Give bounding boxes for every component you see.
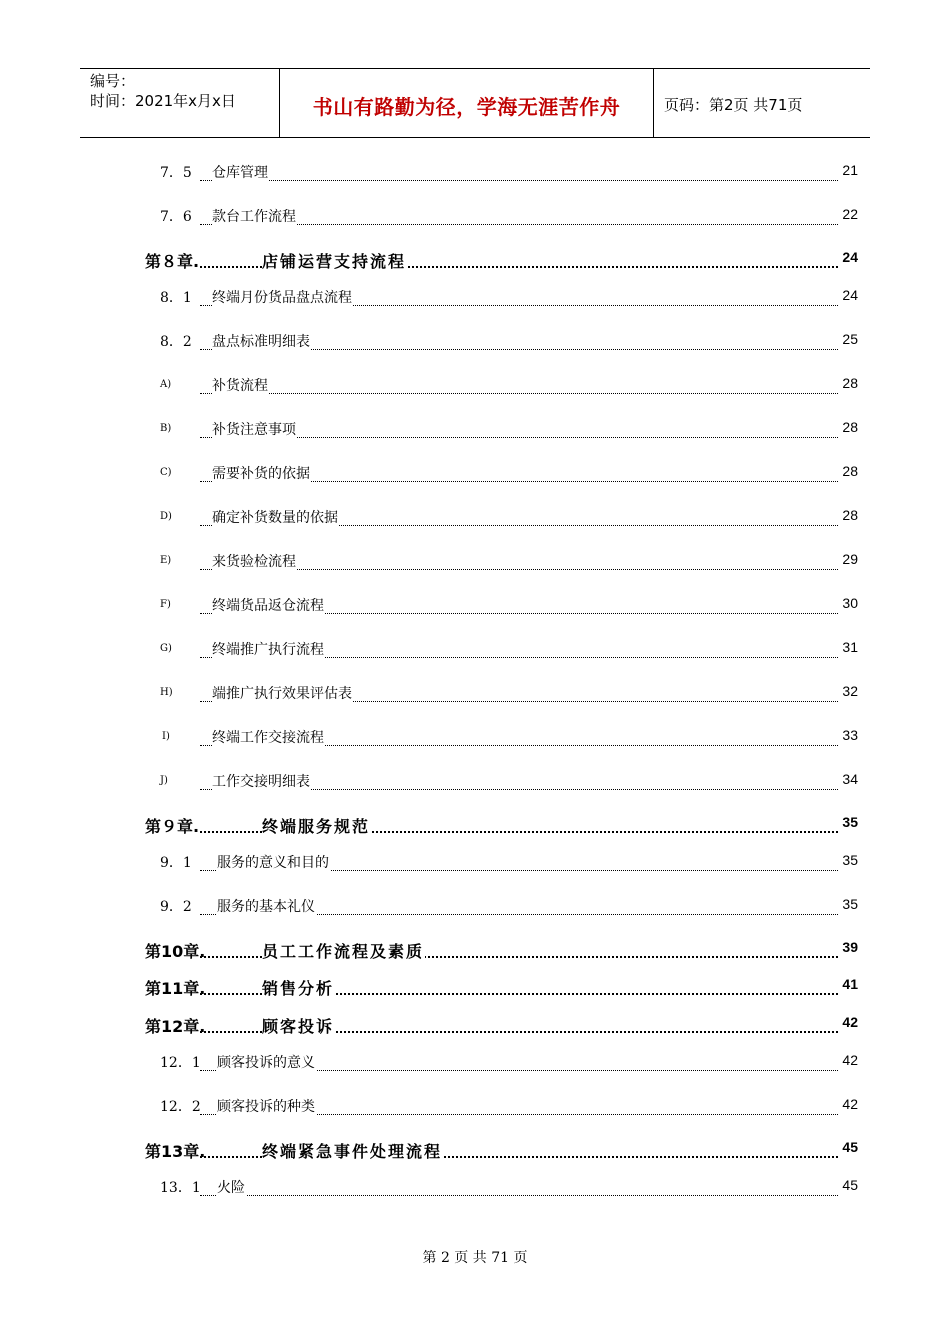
toc-entry-number: 8．2 <box>160 334 192 350</box>
toc-chapter-entry[interactable] <box>0 249 950 271</box>
toc-entry-number: D) <box>160 511 172 522</box>
toc-entry[interactable] <box>0 287 950 309</box>
toc-entry-number: F) <box>160 599 171 610</box>
toc-entry-title: 顾客投诉的种类 <box>217 1096 316 1116</box>
toc-entry[interactable] <box>0 896 950 918</box>
toc-entry-title: 服务的意义和目的 <box>217 852 330 872</box>
number-label: 编号： <box>90 72 136 90</box>
toc-chapter-title: 店铺运营支持流程 <box>262 249 407 272</box>
toc-entry[interactable] <box>0 551 950 573</box>
toc-entry-number: I) <box>162 731 170 742</box>
toc-entry-page: 21 <box>842 162 858 178</box>
toc-entry-page: 28 <box>842 375 858 391</box>
toc-entry-number: 8．1 <box>160 290 192 306</box>
toc-entry-page: 28 <box>842 463 858 479</box>
toc-chapter-entry[interactable] <box>0 1014 950 1036</box>
toc-entry[interactable] <box>0 331 950 353</box>
toc-chapter-title: 终端服务规范 <box>262 814 371 837</box>
toc-entry-page: 22 <box>842 206 858 222</box>
toc-entry[interactable] <box>0 727 950 749</box>
toc-entry-page: 34 <box>842 771 858 787</box>
toc-entry-page: 25 <box>842 331 858 347</box>
toc-entry-title: 终端货品返仓流程 <box>212 595 325 615</box>
toc-entry-title: 确定补货数量的依据 <box>212 507 339 527</box>
toc-entry-title: 款台工作流程 <box>212 206 297 226</box>
toc-chapter-page: 39 <box>842 939 858 955</box>
toc-entry-page: 28 <box>842 419 858 435</box>
toc-entry[interactable] <box>0 1052 950 1074</box>
toc-entry[interactable] <box>0 419 950 441</box>
toc-leader-dots <box>200 1177 838 1196</box>
toc-chapter-entry[interactable] <box>0 976 950 998</box>
toc-entry-page: 45 <box>842 1177 858 1193</box>
toc-leader-dots <box>200 375 838 394</box>
toc-chapter-title: 销售分析 <box>262 976 335 999</box>
toc-chapter-number: 第９章. <box>145 817 200 836</box>
toc-entry-title: 工作交接明细表 <box>212 771 311 791</box>
toc-entry-number: J) <box>160 775 168 786</box>
toc-entry-page: 32 <box>842 683 858 699</box>
toc-entry-page: 42 <box>842 1096 858 1112</box>
toc-entry-page: 35 <box>842 896 858 912</box>
toc-entry-title: 火险 <box>217 1177 246 1197</box>
toc-entry-title: 盘点标准明细表 <box>212 331 311 351</box>
toc-entry-number: 7．5 <box>160 165 192 181</box>
toc-entry-title: 来货验检流程 <box>212 551 297 571</box>
toc-entry-number: 13．1 <box>160 1180 201 1196</box>
toc-chapter-page: 42 <box>842 1014 858 1030</box>
toc-entry-page: 24 <box>842 287 858 303</box>
toc-chapter-number: 第８章. <box>145 252 200 271</box>
toc-entry-number: 7．6 <box>160 209 192 225</box>
toc-entry-number: G) <box>160 643 172 654</box>
toc-entry-number: A) <box>160 379 172 390</box>
toc-entry-number: 9．1 <box>160 855 192 871</box>
toc-chapter-entry[interactable] <box>0 814 950 836</box>
toc-entry-page: 35 <box>842 852 858 868</box>
toc-entry-number: E) <box>160 555 172 566</box>
toc-entry-page: 29 <box>842 551 858 567</box>
toc-entry-page: 30 <box>842 595 858 611</box>
toc-entry-number: 9．2 <box>160 899 192 915</box>
toc-entry[interactable] <box>0 639 950 661</box>
header-page-info: 页码：第2页 共71页 <box>664 95 803 114</box>
toc-entry-page: 31 <box>842 639 858 655</box>
toc-chapter-page: 41 <box>842 976 858 992</box>
header-motto: 书山有路勤为径，学海无涯苦作舟 <box>280 69 654 137</box>
toc-entry-title: 服务的基本礼仪 <box>217 896 316 916</box>
toc-entry-title: 补货流程 <box>212 375 269 395</box>
toc-entry-number: B) <box>160 423 172 434</box>
toc-entry-title: 终端月份货品盘点流程 <box>212 287 353 307</box>
toc-entry-title: 顾客投诉的意义 <box>217 1052 316 1072</box>
toc-chapter-page: 45 <box>842 1139 858 1155</box>
toc-entry-title: 仓库管理 <box>212 162 269 182</box>
toc-entry-title: 终端推广执行流程 <box>212 639 325 659</box>
toc-entry-title: 补货注意事项 <box>212 419 297 439</box>
date-label: 时间：2021年x月x日 <box>90 92 236 110</box>
toc-entry-page: 28 <box>842 507 858 523</box>
toc-entry[interactable] <box>0 771 950 793</box>
toc-entry-number: H) <box>160 687 173 698</box>
toc-chapter-title: 终端紧急事件处理流程 <box>262 1139 443 1162</box>
toc-chapter-entry[interactable] <box>0 1139 950 1161</box>
toc-entry-title: 端推广执行效果评估表 <box>212 683 353 703</box>
toc-chapter-entry[interactable] <box>0 939 950 961</box>
toc-leader-dots <box>200 162 838 181</box>
toc-entry[interactable] <box>0 463 950 485</box>
toc-entry[interactable] <box>0 595 950 617</box>
toc-entry[interactable] <box>0 1177 950 1199</box>
toc-entry[interactable] <box>0 683 950 705</box>
toc-chapter-page: 24 <box>842 249 858 265</box>
toc-chapter-number: 第11章. <box>145 979 206 998</box>
page-footer: 第 2 页 共 71 页 <box>422 1250 528 1266</box>
toc-chapter-number: 第12章. <box>145 1017 206 1036</box>
toc-entry[interactable] <box>0 206 950 228</box>
toc-entry[interactable] <box>0 507 950 529</box>
toc-entry-title: 终端工作交接流程 <box>212 727 325 747</box>
toc-chapter-page: 35 <box>842 814 858 830</box>
toc-chapter-title: 顾客投诉 <box>262 1014 335 1037</box>
toc-entry-page: 42 <box>842 1052 858 1068</box>
toc-entry-page: 33 <box>842 727 858 743</box>
toc-entry[interactable] <box>0 162 950 184</box>
toc-chapter-number: 第13章. <box>145 1142 206 1161</box>
toc-entry[interactable] <box>0 852 950 874</box>
toc-chapter-title: 员工工作流程及素质 <box>262 939 425 962</box>
toc-entry[interactable] <box>0 1096 950 1118</box>
toc-entry-title: 需要补货的依据 <box>212 463 311 483</box>
toc-entry-number: 12．1 <box>160 1055 201 1071</box>
toc-entry-number: 12．2 <box>160 1099 201 1115</box>
toc-entry-number: C) <box>160 467 172 478</box>
toc-chapter-number: 第10章. <box>145 942 206 961</box>
toc-entry[interactable] <box>0 375 950 397</box>
